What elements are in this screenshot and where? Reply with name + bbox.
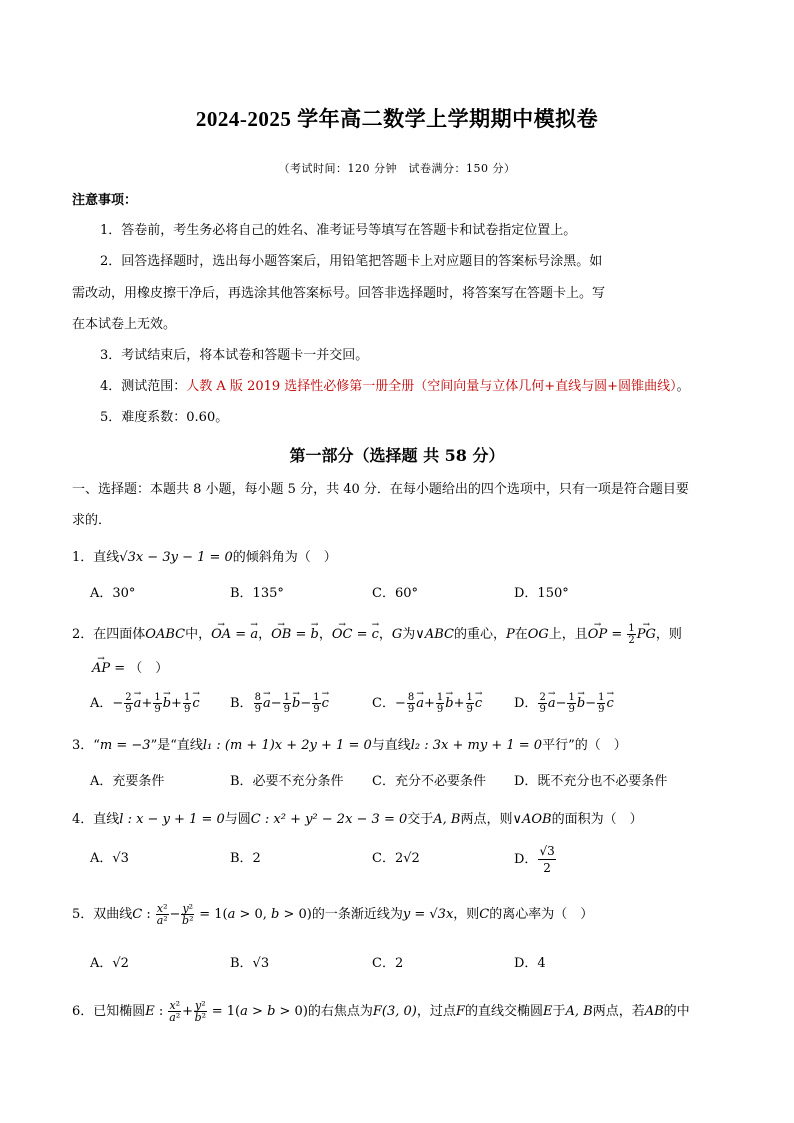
q1-prefix: 1．直线 xyxy=(72,550,120,565)
q2-option-c-label: C． xyxy=(372,696,395,711)
q4-circle: C : x² + y² − 2x − 3 = 0 xyxy=(250,812,408,827)
q2-fraction-half: $\frac{1}{2}$ xyxy=(628,623,635,646)
section-title: 第一部分（选择题 共 58 分） xyxy=(289,446,505,465)
q1-option-b: B．135° xyxy=(230,586,284,601)
q6-ellipse: E xyxy=(145,1004,155,1019)
q5-asymptote: y = √3x xyxy=(402,907,454,922)
notice-item-2-line-3: 在本试卷上无效。 xyxy=(72,317,177,332)
q2-text-2: 中， xyxy=(185,627,212,642)
q2-option-a-label: A． xyxy=(90,696,113,711)
q3-option-c: C．充分不必要条件 xyxy=(372,774,486,789)
q2-option-d: D． $\frac{2}{9}$ → a− $\frac{1}{9}$ → b− $\frac{1}{9}$ → c xyxy=(514,692,614,715)
q1-suffix: 的倾斜角为（ ） xyxy=(232,550,337,565)
q2-point-p: P xyxy=(505,627,515,642)
q2-text-4: 的重心， xyxy=(453,627,506,642)
q4-text-2: 与圆 xyxy=(224,812,251,827)
q2-line-2 xyxy=(92,660,168,678)
q2-text-1: 2．在四面体 xyxy=(72,627,146,642)
q2-vector-oc: → OC xyxy=(332,626,353,644)
q6-chord: AB xyxy=(644,1004,664,1019)
q6-text-7: 的中 xyxy=(663,1004,690,1019)
question-1 xyxy=(72,549,337,567)
exam-title: 2024-2025 学年高二数学上学期期中模拟卷 xyxy=(195,107,599,131)
q5-text-4: 的离心率为（ ） xyxy=(489,907,594,922)
q2-option-d-label: D． xyxy=(514,696,538,711)
q2-option-c: C．− $\frac{8}{9}$ → a+ $\frac{1}{9}$ → b+ $\frac{1}{9}$ → c xyxy=(372,692,482,715)
question-2: 2．在四面体OABC中，→ OA = → a，→ OB = → b，→ OC = → c，G为∨ABC的重心，P在OG上，且→ OP = $\frac{1}{2}$ → PG，则 xyxy=(72,623,682,646)
q2-option-b-label: B． xyxy=(230,696,253,711)
q3-line-l1: l₁ : (m + 1)x + 2y + 1 = 0 xyxy=(202,738,372,753)
q4-text-3: 交于 xyxy=(407,812,434,827)
q2-vector-c: → c xyxy=(372,626,379,644)
q3-option-a: A．充要条件 xyxy=(90,774,165,789)
section-intro-line-2: 求的． xyxy=(72,513,112,528)
q6-text-4: 的直线交椭圆 xyxy=(464,1004,543,1019)
notice-item-1: 1．答卷前，考生务必将自己的姓名、准考证号等填写在答题卡和试卷指定位置上。 xyxy=(100,223,577,238)
q2-option-a: A．− $\frac{2}{9}$ → a+ $\frac{1}{9}$ → b+ $\frac{1}{9}$ → c xyxy=(90,692,200,715)
q4-option-d xyxy=(514,843,557,876)
q3-text-3: 与直线 xyxy=(371,738,411,753)
q2-text-5: 在 xyxy=(514,627,528,642)
q3-condition: m = −3 xyxy=(99,738,151,753)
q5-curve: C xyxy=(479,907,490,922)
q6-text-2: 的右焦点为 xyxy=(307,1004,373,1019)
q2-question-end: = （ ） xyxy=(114,661,169,676)
q6-text-1: 6．已知椭圆 xyxy=(72,1004,146,1019)
test-range: 人教 A 版 2019 选择性必修第一册全册（空间向量与立体几何+直线与圆+圆锥曲线） xyxy=(186,379,677,394)
q5-option-d: D．4 xyxy=(514,956,546,971)
q5-text-3: ，则 xyxy=(453,907,480,922)
notice-item-2-line-2: 需改动，用橡皮擦干净后，再选涂其他答案标号。回答非选择题时，将答案写在答题卡上。写 xyxy=(72,286,606,301)
q2-segment-og: OG xyxy=(527,627,549,642)
q5-option-b: B．√3 xyxy=(230,956,270,971)
question-3 xyxy=(72,737,627,755)
q2-vector-b: → b xyxy=(310,626,318,644)
q6-focus: F(3, 0) xyxy=(372,1004,417,1019)
q2-text-7: ，则 xyxy=(655,627,682,642)
q4-text-1: 4．直线 xyxy=(72,812,120,827)
q6-text-3: ，过点 xyxy=(416,1004,456,1019)
q3-option-d: D．既不充分也不必要条件 xyxy=(514,774,668,789)
q3-line-l2: l₂ : 3x + my + 1 = 0 xyxy=(410,738,543,753)
q5-option-a: A．√2 xyxy=(90,956,129,971)
notice-item-5: 5．难度系数：0.60。 xyxy=(100,410,229,425)
q6-text-5: 于 xyxy=(552,1004,566,1019)
notice-heading: 注意事项： xyxy=(72,193,138,208)
q1-option-d: D．150° xyxy=(514,586,569,601)
question-4 xyxy=(72,811,643,829)
question-5: 5．双曲线C : $\frac{\text{x²}}{\text{a²}}$ − $\frac{\text{y²}}{\text{b²}}$ = 1(a > 0, b > 0)的一条渐近线为y = √3x，则C的离心率为（ ） xyxy=(72,902,594,927)
q6-point-f: F xyxy=(455,1004,465,1019)
q4-option-b: B．2 xyxy=(230,851,261,866)
q6-points: A, B xyxy=(565,1004,593,1019)
q4-points: A, B xyxy=(433,812,461,827)
q2-text-6: 上，且 xyxy=(548,627,588,642)
q4-option-a: A．√3 xyxy=(90,851,129,866)
q2-vector-ap: → AP xyxy=(92,660,110,678)
q6-text-6: 两点，若 xyxy=(592,1004,645,1019)
q4-triangle: AOB xyxy=(522,812,552,827)
q1-equation: √3x − 3y − 1 = 0 xyxy=(119,550,233,565)
question-6: 6．已知椭圆E : $\frac{\text{x²}}{\text{a²}}$ + $\frac{\text{y²}}{\text{b²}}$ = 1(a > b > 0)的右焦点为F(3, 0)，过点F的直线交椭圆E于A, B两点，若AB的中 xyxy=(72,999,690,1024)
notice-item-4-suffix: 。 xyxy=(676,379,690,394)
q1-option-a: A．30° xyxy=(90,586,136,601)
q2-vector-ob: → OB xyxy=(271,626,291,644)
notice-item-4 xyxy=(100,378,690,396)
q3-option-b: B．必要不充分条件 xyxy=(230,774,344,789)
q5-option-c: C．2 xyxy=(372,956,404,971)
q2-vector-oa: → OA xyxy=(211,626,231,644)
q4-text-5: 的面积为（ ） xyxy=(551,812,643,827)
q4-line: l : x − y + 1 = 0 xyxy=(119,812,225,827)
q4-option-d-label: D． xyxy=(514,852,538,867)
q2-vector-op: → OP xyxy=(588,626,607,644)
notice-item-3: 3．考试结束后，将本试卷和答题卡一并交回。 xyxy=(100,348,369,363)
q4-option-d-fraction: $\frac{√3}{2}$ xyxy=(539,844,555,875)
q2-vector-pg: → PG xyxy=(637,626,656,644)
section-intro-line-1: 一、选择题：本题共 8 小题，每小题 5 分，共 40 分．在每小题给出的四个选项中，只有一项是符合题目要 xyxy=(72,482,689,497)
q2-tetrahedron: OABC xyxy=(145,627,186,642)
exam-subtitle: （考试时间：120 分钟 试卷满分：150 分） xyxy=(278,162,516,175)
q5-text-1: 5．双曲线 xyxy=(72,907,133,922)
q6-ellipse-2: E xyxy=(542,1004,553,1019)
q2-text-3: 为∨ xyxy=(402,627,425,642)
q4-text-4: 两点，则∨ xyxy=(460,812,523,827)
q2-option-b: B． $\frac{8}{9}$ → a− $\frac{1}{9}$ → b− $\frac{1}{9}$ → c xyxy=(230,692,329,715)
q5-text-2: 的一条渐近线为 xyxy=(311,907,403,922)
notice-item-4-prefix: 4．测试范围： xyxy=(100,379,187,394)
q2-vector-a: → a xyxy=(250,626,258,644)
q3-text-2: ”是“直线 xyxy=(150,738,203,753)
q3-text-4: 平行”的（ ） xyxy=(542,738,627,753)
q2-triangle: ABC xyxy=(424,627,454,642)
q1-option-c: C．60° xyxy=(372,586,418,601)
notice-item-2-line-1: 2．回答选择题时，选出每小题答案后，用铅笔把答题卡上对应题目的答案标号涂黑。如 xyxy=(100,254,603,269)
q4-option-c: C．2√2 xyxy=(372,851,420,866)
q2-point-g: G xyxy=(391,627,403,642)
q3-text-1: 3．“ xyxy=(72,738,100,753)
